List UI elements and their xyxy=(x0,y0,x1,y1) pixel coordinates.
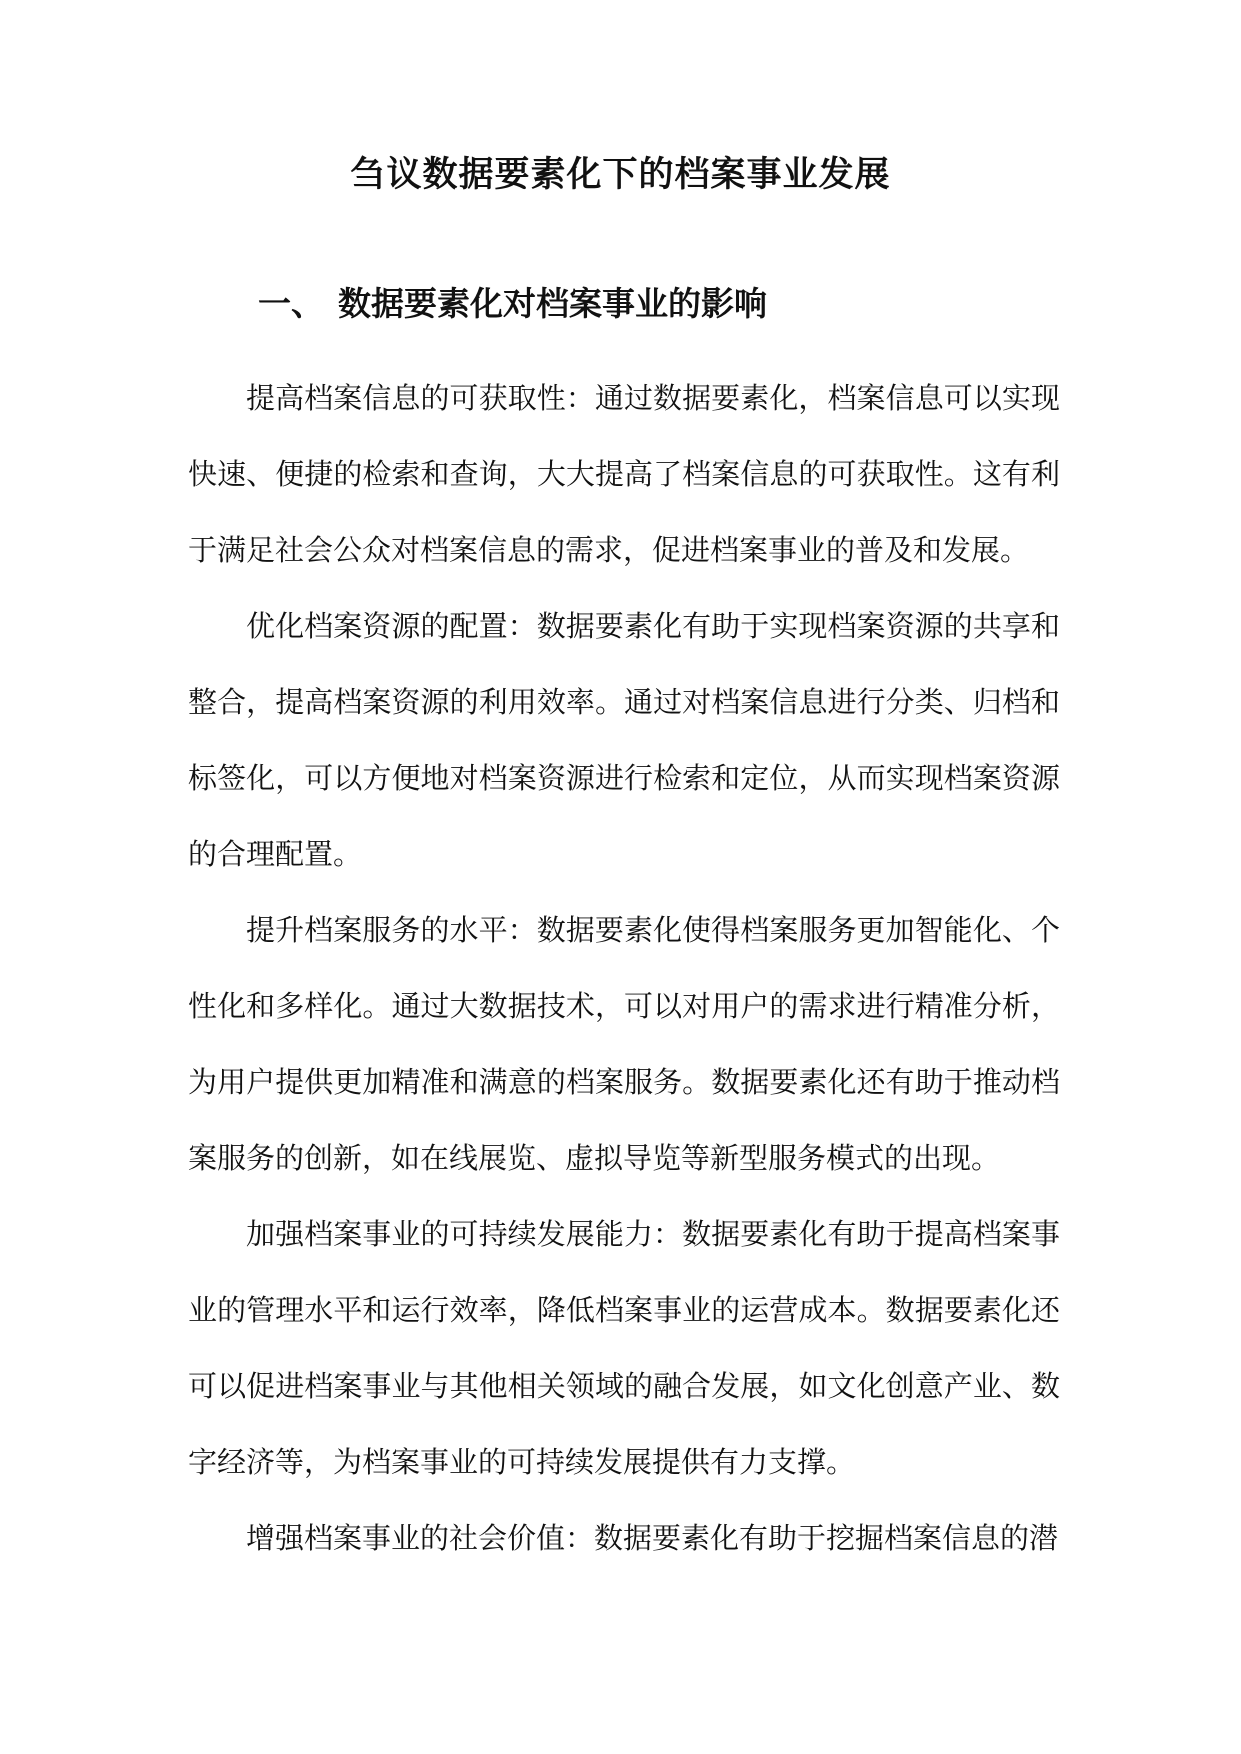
section-number: 一、 xyxy=(258,284,324,323)
paragraph-lead: 提升档案服务的水平： xyxy=(246,913,537,947)
section-title: 数据要素化对档案事业的影响 xyxy=(338,284,767,323)
document-body xyxy=(188,360,1060,1576)
paragraph-text: 通过数据要素化，档案信息可以实现快速、便捷的检索和查询，大大提高了档案信息的可获取性。这有利于满足社会公众对档案信息的需求，促进档案事业的普及和发展。 xyxy=(188,381,1060,567)
paragraph-lead: 加强档案事业的可持续发展能力： xyxy=(246,1217,683,1251)
paragraph xyxy=(188,360,1060,588)
paragraph-text: 数据要素化有助于提高档案事业的管理水平和运行效率，降低档案事业的运营成本。数据要素化还可以促进档案事业与其他相关领域的融合发展，如文化创意产业、数字经济等，为档案事业的可持续发展提供有力支撑。 xyxy=(188,1217,1060,1479)
paragraph xyxy=(188,1196,1060,1500)
paragraph-lead: 优化档案资源的配置： xyxy=(246,609,537,643)
paragraph-lead: 提高档案信息的可获取性： xyxy=(246,381,595,415)
paragraph-text: 数据要素化有助于实现档案资源的共享和整合，提高档案资源的利用效率。通过对档案信息进行分类、归档和标签化，可以方便地对档案资源进行检索和定位，从而实现档案资源的合理配置。 xyxy=(188,609,1060,871)
paragraph-text: 数据要素化有助于挖掘档案信息的潜 xyxy=(594,1521,1059,1555)
paragraph xyxy=(188,588,1060,892)
paragraph-lead: 增强档案事业的社会价值： xyxy=(246,1521,595,1555)
paragraph xyxy=(188,892,1060,1196)
document-title: 刍议数据要素化下的档案事业发展 xyxy=(350,154,891,195)
paragraph-text: 数据要素化使得档案服务更加智能化、个性化和多样化。通过大数据技术，可以对用户的需求进行精准分析，为用户提供更加精准和满意的档案服务。数据要素化还有助于推动档案服务的创新，如在线展览、虚拟导览等新型服务模式的出现。 xyxy=(188,913,1060,1175)
section-heading xyxy=(258,280,767,328)
paragraph xyxy=(188,1500,1060,1576)
